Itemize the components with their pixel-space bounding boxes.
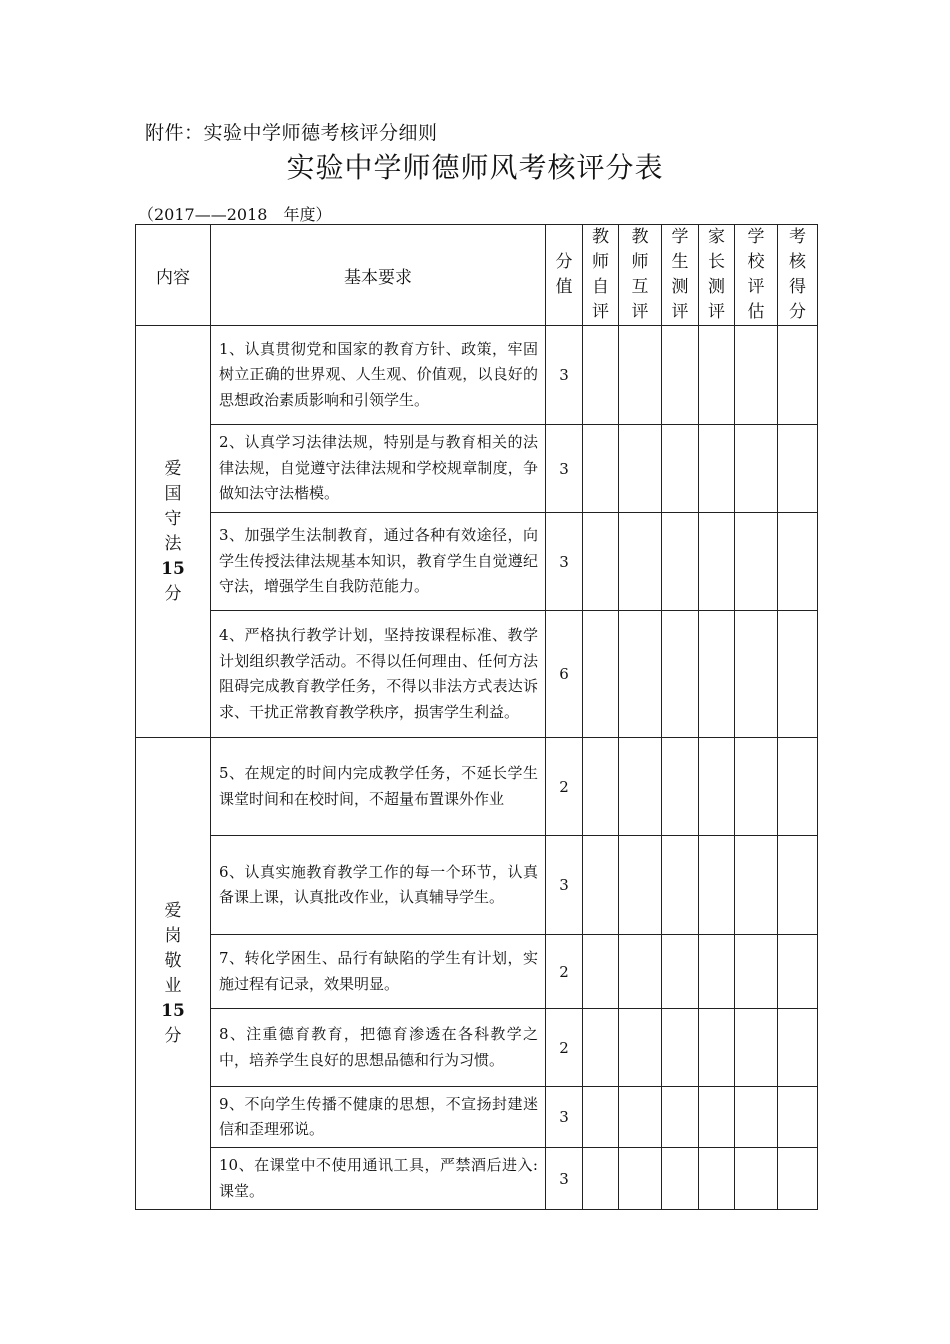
parent-eval-cell[interactable]	[699, 326, 735, 425]
self-eval-cell[interactable]	[583, 611, 619, 738]
peer-eval-cell[interactable]	[619, 935, 662, 1009]
table-row	[136, 326, 818, 425]
school-eval-cell[interactable]	[735, 1148, 778, 1210]
student-eval-cell[interactable]	[662, 935, 699, 1009]
points-value: 6	[546, 611, 583, 738]
requirement-text: 8、注重德育教育，把德育渗透在各科教学之中，培养学生良好的思想品德和行为习惯。	[211, 1009, 546, 1087]
points-value: 2	[546, 1009, 583, 1087]
requirement-text: 4、严格执行教学计划，坚持按课程标准、教学计划组织教学活动。不得以任何理由、任何方法阻碍完成教育教学任务，不得以非法方式表达诉求、干扰正常教育教学秩序，损害学生利益。	[211, 611, 546, 738]
points-value: 2	[546, 738, 583, 836]
header-points: 分 值	[546, 225, 583, 326]
peer-eval-cell[interactable]	[619, 611, 662, 738]
school-eval-cell[interactable]	[735, 738, 778, 836]
parent-eval-cell[interactable]	[699, 513, 735, 611]
table-row	[136, 1087, 818, 1148]
header-school-eval: 学 校 评 估	[735, 225, 778, 326]
school-eval-cell[interactable]	[735, 326, 778, 425]
table-row	[136, 513, 818, 611]
header-peer-eval: 教 师 互 评	[619, 225, 662, 326]
table-row	[136, 738, 818, 836]
requirement-text: 6、认真实施教育教学工作的每一个环节，认真备课上课，认真批改作业，认真辅导学生。	[211, 836, 546, 935]
peer-eval-cell[interactable]	[619, 1009, 662, 1087]
parent-eval-cell[interactable]	[699, 425, 735, 513]
student-eval-cell[interactable]	[662, 326, 699, 425]
self-eval-cell[interactable]	[583, 935, 619, 1009]
student-eval-cell[interactable]	[662, 1148, 699, 1210]
requirement-text: 3、加强学生法制教育，通过各种有效途径，向学生传授法律法规基本知识，教育学生自觉遵纪守法，增强学生自我防范能力。	[211, 513, 546, 611]
self-eval-cell[interactable]	[583, 836, 619, 935]
requirement-text: 10、在课堂中不使用通讯工具，严禁酒后进入:课堂。	[211, 1148, 546, 1210]
header-self-eval: 教 师 自 评	[583, 225, 619, 326]
peer-eval-cell[interactable]	[619, 513, 662, 611]
school-eval-cell[interactable]	[735, 611, 778, 738]
header-final-score: 考 核 得 分	[778, 225, 818, 326]
self-eval-cell[interactable]	[583, 1148, 619, 1210]
points-value: 3	[546, 1148, 583, 1210]
points-value: 3	[546, 1087, 583, 1148]
student-eval-cell[interactable]	[662, 1087, 699, 1148]
parent-eval-cell[interactable]	[699, 836, 735, 935]
points-value: 3	[546, 836, 583, 935]
student-eval-cell[interactable]	[662, 836, 699, 935]
peer-eval-cell[interactable]	[619, 425, 662, 513]
table-row	[136, 611, 818, 738]
peer-eval-cell[interactable]	[619, 836, 662, 935]
self-eval-cell[interactable]	[583, 1087, 619, 1148]
attachment-heading: 附件：实验中学师德考核评分细则	[145, 122, 438, 144]
school-eval-cell[interactable]	[735, 1009, 778, 1087]
student-eval-cell[interactable]	[662, 513, 699, 611]
parent-eval-cell[interactable]	[699, 1009, 735, 1087]
table-row	[136, 425, 818, 513]
document-title: 实验中学师德师风考核评分表	[286, 151, 664, 184]
category-dedication: 爱 岗 敬 业 15 分	[136, 738, 211, 1210]
parent-eval-cell[interactable]	[699, 738, 735, 836]
requirement-text: 7、转化学困生、品行有缺陷的学生有计划，实施过程有记录，效果明显。	[211, 935, 546, 1009]
self-eval-cell[interactable]	[583, 326, 619, 425]
student-eval-cell[interactable]	[662, 425, 699, 513]
school-eval-cell[interactable]	[735, 425, 778, 513]
category-patriotic-law: 爱 国 守 法 15 分	[136, 326, 211, 738]
points-value: 3	[546, 425, 583, 513]
parent-eval-cell[interactable]	[699, 1148, 735, 1210]
requirement-text: 9、不向学生传播不健康的思想，不宣扬封建迷信和歪理邪说。	[211, 1087, 546, 1148]
header-parent-eval: 家 长 测 评	[699, 225, 735, 326]
self-eval-cell[interactable]	[583, 738, 619, 836]
self-eval-cell[interactable]	[583, 513, 619, 611]
student-eval-cell[interactable]	[662, 1009, 699, 1087]
table-row	[136, 836, 818, 935]
parent-eval-cell[interactable]	[699, 611, 735, 738]
peer-eval-cell[interactable]	[619, 1087, 662, 1148]
student-eval-cell[interactable]	[662, 611, 699, 738]
final-score-cell[interactable]	[778, 1148, 818, 1210]
parent-eval-cell[interactable]	[699, 935, 735, 1009]
school-eval-cell[interactable]	[735, 935, 778, 1009]
table-row	[136, 1009, 818, 1087]
peer-eval-cell[interactable]	[619, 326, 662, 425]
final-score-cell[interactable]	[778, 326, 818, 425]
points-value: 2	[546, 935, 583, 1009]
self-eval-cell[interactable]	[583, 1009, 619, 1087]
requirement-text: 5、在规定的时间内完成教学任务，不延长学生课堂时间和在校时间，不超量布置课外作业	[211, 738, 546, 836]
final-score-cell[interactable]	[778, 836, 818, 935]
final-score-cell[interactable]	[778, 935, 818, 1009]
table-row	[136, 935, 818, 1009]
header-content: 内容	[136, 225, 211, 326]
final-score-cell[interactable]	[778, 1087, 818, 1148]
header-row	[136, 225, 818, 326]
requirement-text: 2、认真学习法律法规，特别是与教育相关的法律法规，自觉遵守法律法规和学校规章制度，争做知法守法楷模。	[211, 425, 546, 513]
school-eval-cell[interactable]	[735, 513, 778, 611]
school-eval-cell[interactable]	[735, 1087, 778, 1148]
header-requirement: 基本要求	[211, 225, 546, 326]
header-student-eval: 学 生 测 评	[662, 225, 699, 326]
school-eval-cell[interactable]	[735, 836, 778, 935]
final-score-cell[interactable]	[778, 425, 818, 513]
evaluation-table	[135, 224, 818, 1210]
academic-year: （2017——2018 年度）	[138, 205, 332, 224]
final-score-cell[interactable]	[778, 611, 818, 738]
final-score-cell[interactable]	[778, 738, 818, 836]
requirement-text: 1、认真贯彻党和国家的教育方针、政策，牢固树立正确的世界观、人生观、价值观，以良好的思想政治素质影响和引领学生。	[211, 326, 546, 425]
table-row	[136, 1148, 818, 1210]
final-score-cell[interactable]	[778, 513, 818, 611]
peer-eval-cell[interactable]	[619, 738, 662, 836]
final-score-cell[interactable]	[778, 1009, 818, 1087]
student-eval-cell[interactable]	[662, 738, 699, 836]
points-value: 3	[546, 513, 583, 611]
self-eval-cell[interactable]	[583, 425, 619, 513]
parent-eval-cell[interactable]	[699, 1087, 735, 1148]
peer-eval-cell[interactable]	[619, 1148, 662, 1210]
points-value: 3	[546, 326, 583, 425]
